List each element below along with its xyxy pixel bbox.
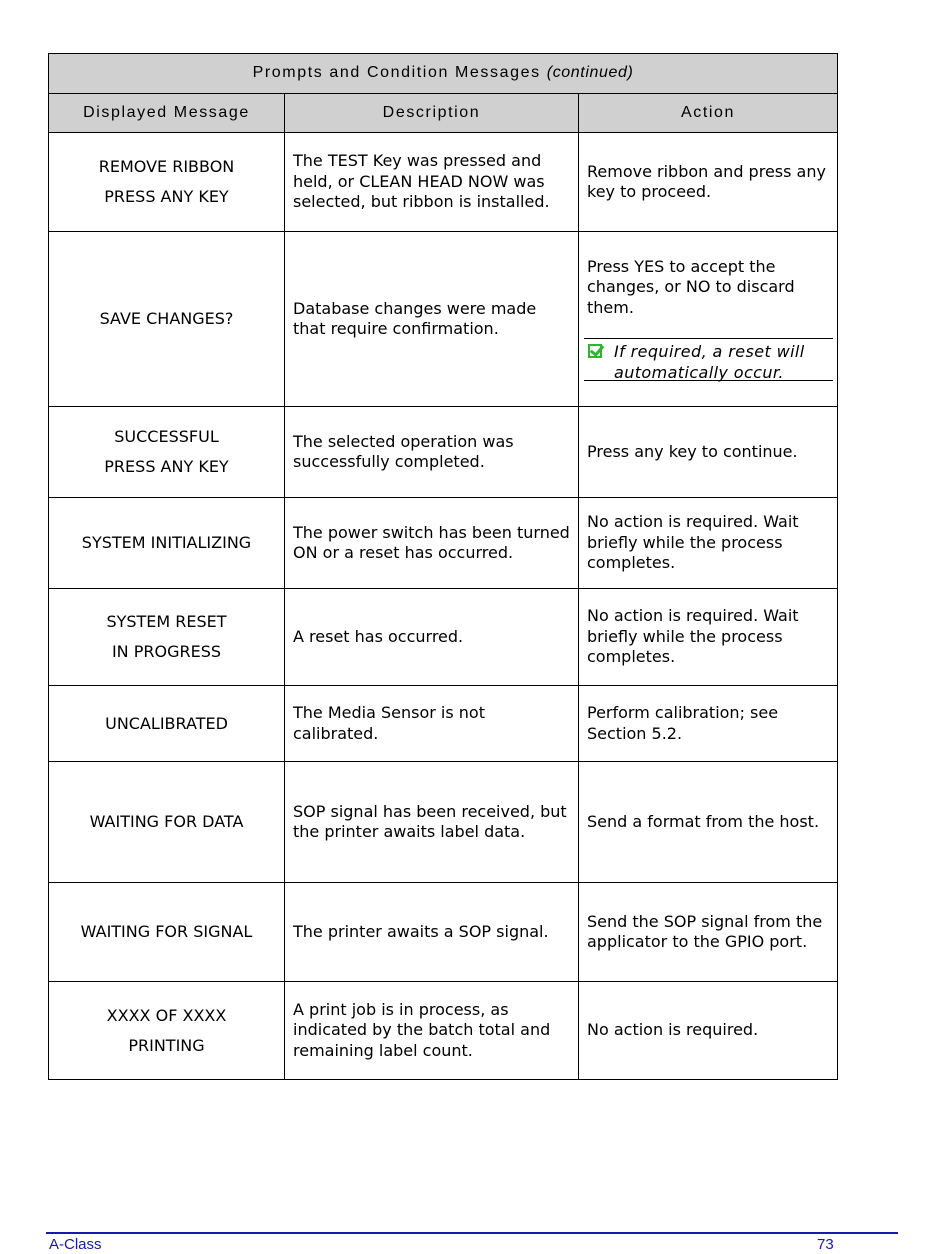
description-cell: The power switch has been turned ON or a reset has occurred. bbox=[285, 498, 579, 589]
column-header-description: Description bbox=[285, 94, 579, 133]
column-header-action: Action bbox=[579, 94, 838, 133]
table-row bbox=[49, 407, 838, 498]
table-row bbox=[49, 498, 838, 589]
message-line: SYSTEM RESET bbox=[106, 612, 227, 631]
table-title-text: Prompts and Condition Messages bbox=[252, 64, 541, 82]
message-line: SUCCESSFUL bbox=[114, 427, 219, 446]
action-cell: No action is required. Wait briefly while the process completes. bbox=[579, 498, 838, 589]
footer-product-name: A-Class bbox=[49, 1236, 102, 1253]
message-cell bbox=[49, 686, 285, 762]
description-cell: A reset has occurred. bbox=[285, 589, 579, 686]
action-cell: Send a format from the host. bbox=[579, 762, 838, 883]
table-title bbox=[49, 54, 838, 94]
message-line: UNCALIBRATED bbox=[105, 713, 228, 733]
table-row bbox=[49, 686, 838, 762]
action-cell: Perform calibration; see Section 5.2. bbox=[579, 686, 838, 762]
message-line: PRINTING bbox=[128, 1035, 205, 1055]
column-header-message: Displayed Message bbox=[49, 94, 285, 133]
description-cell: The Media Sensor is not calibrated. bbox=[285, 686, 579, 762]
message-line: PRESS ANY KEY bbox=[104, 187, 229, 206]
message-cell bbox=[49, 498, 285, 589]
message-line: SAVE CHANGES? bbox=[99, 309, 234, 328]
message-cell bbox=[49, 232, 285, 407]
prompts-table bbox=[48, 53, 838, 1080]
message-line: WAITING FOR DATA bbox=[89, 812, 244, 831]
action-cell: No action is required. Wait briefly while the process completes. bbox=[579, 589, 838, 686]
table-row bbox=[49, 883, 838, 982]
message-cell bbox=[49, 762, 285, 883]
footer-divider bbox=[46, 1232, 898, 1234]
description-cell: Database changes were made that require confirmation. bbox=[285, 232, 579, 407]
table-title-row bbox=[49, 54, 838, 94]
table-row bbox=[49, 589, 838, 686]
message-line: XXXX OF XXXX bbox=[106, 1005, 227, 1025]
message-cell bbox=[49, 982, 285, 1080]
description-cell: The selected operation was successfully completed. bbox=[285, 407, 579, 498]
action-cell: Send the SOP signal from the applicator to the GPIO port. bbox=[579, 883, 838, 982]
table-row bbox=[49, 133, 838, 232]
message-line: IN PROGRESS bbox=[111, 642, 222, 661]
message-line: SYSTEM INITIALIZING bbox=[81, 533, 252, 552]
footer-page-number: 73 bbox=[817, 1236, 834, 1253]
message-cell bbox=[49, 407, 285, 498]
description-cell: A print job is in process, as indicated by the batch total and remaining label count. bbox=[285, 982, 579, 1080]
description-cell: SOP signal has been received, but the printer awaits label data. bbox=[285, 762, 579, 883]
message-cell bbox=[49, 133, 285, 232]
action-cell: Press any key to continue. bbox=[579, 407, 838, 498]
message-line: PRESS ANY KEY bbox=[104, 457, 229, 476]
table-header-row bbox=[49, 94, 838, 133]
note-box bbox=[584, 338, 833, 381]
description-cell: The TEST Key was pressed and held, or CLEAN HEAD NOW was selected, but ribbon is installed. bbox=[285, 133, 579, 232]
table-row bbox=[49, 762, 838, 883]
action-cell: No action is required. bbox=[579, 982, 838, 1080]
checkmark-icon bbox=[588, 344, 602, 358]
message-cell bbox=[49, 589, 285, 686]
action-cell bbox=[579, 232, 838, 407]
message-cell bbox=[49, 883, 285, 982]
message-line: REMOVE RIBBON bbox=[98, 157, 235, 176]
table-title-suffix: (continued) bbox=[546, 64, 634, 82]
action-cell: Remove ribbon and press any key to proceed. bbox=[579, 133, 838, 232]
note-text: If required, a reset will automatically occur. bbox=[614, 342, 805, 382]
table-row bbox=[49, 232, 838, 407]
action-text: Press YES to accept the changes, or NO to discard them. bbox=[587, 256, 795, 317]
table-row bbox=[49, 982, 838, 1080]
message-line: WAITING FOR SIGNAL bbox=[80, 922, 253, 941]
description-cell: The printer awaits a SOP signal. bbox=[285, 883, 579, 982]
